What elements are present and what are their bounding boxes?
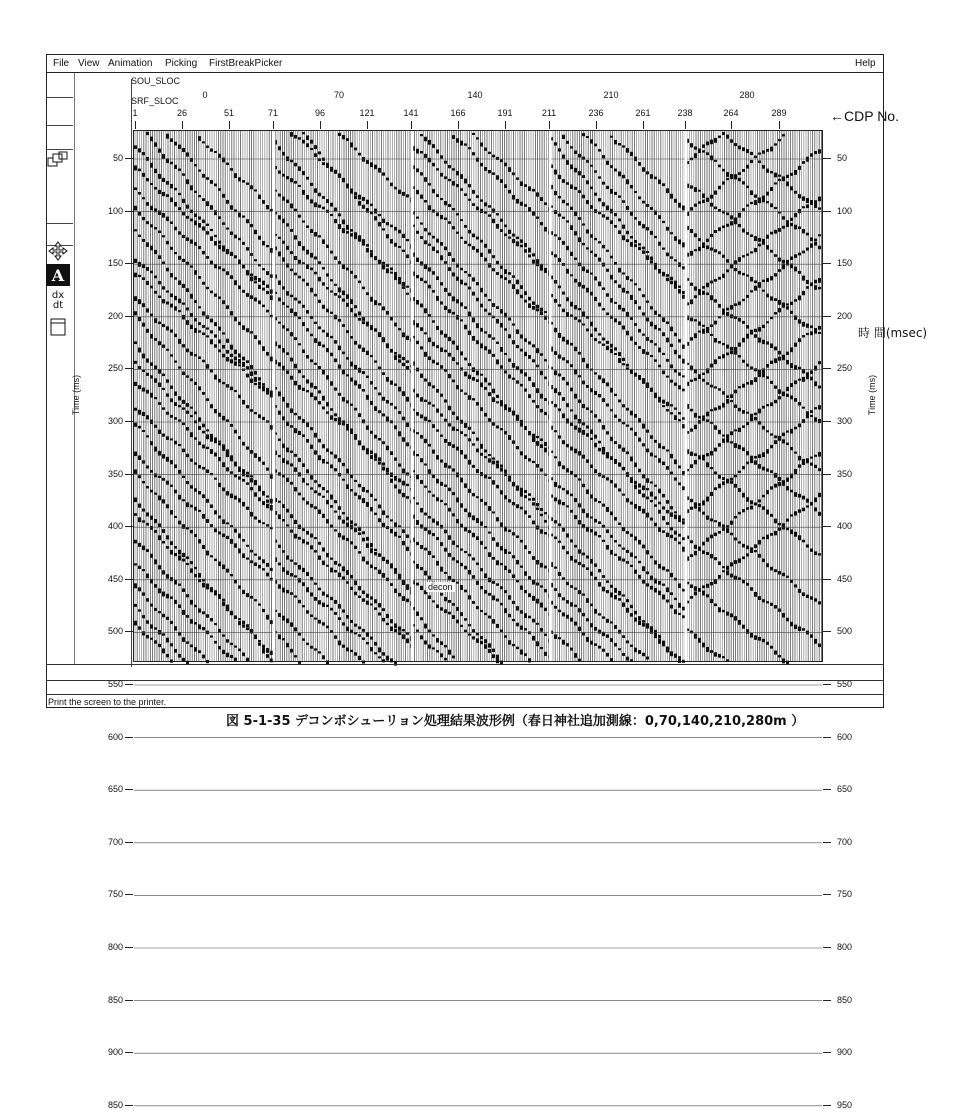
time-tick-mark [823,316,831,317]
sou-sloc-label: SOU_SLOC [131,76,181,86]
srf-tick-mark [779,121,780,129]
time-tick-label: 500 [837,626,853,637]
time-tick-mark [125,737,133,738]
time-tick-label: 650 [107,784,123,795]
time-tick-label: 700 [107,836,123,847]
srf-tick-label: 121 [359,108,375,118]
time-tick-mark [125,421,133,422]
srf-tick-label: 166 [450,108,466,118]
time-tick-mark [125,316,133,317]
menu-picking[interactable]: Picking [165,58,198,69]
time-tick-label: 50 [112,153,123,163]
divider [46,680,884,681]
time-tick-label: 550 [107,679,123,689]
time-tick-label: 900 [107,1047,123,1058]
srf-tick-label: 96 [314,108,326,118]
time-axis-title-left: Time (ms) [71,374,82,416]
srf-tick-label: 211 [541,108,557,118]
dx-text: dx [51,290,65,301]
srf-tick-mark [549,121,550,129]
time-tick-label: 600 [837,731,853,742]
time-tick-mark [125,1105,133,1106]
srf-tick-mark [135,121,136,129]
srf-tick-label: 264 [723,108,739,118]
srf-tick-mark [458,121,459,129]
time-tick-mark [125,474,133,475]
time-tick-mark [823,737,831,738]
time-tick-mark [125,526,133,527]
time-tick-label: 250 [107,363,123,374]
time-tick-mark [823,842,831,843]
time-tick-mark [125,842,133,843]
time-tick-label: 650 [837,784,853,795]
srf-tick-label: 51 [223,108,235,118]
time-tick-label: 100 [837,205,853,216]
time-tick-mark [823,263,831,264]
time-tick-label: 850 [837,994,853,1005]
time-annotation: 時 間(msec) [858,326,928,340]
srf-tick-mark [731,121,732,129]
move-icon[interactable] [46,240,70,262]
decon-label: decon [428,582,453,592]
srf-tick-label: 261 [635,108,651,118]
srf-tick-label: 71 [267,108,279,118]
time-tick-label: 750 [837,889,853,900]
time-tick-mark [823,474,831,475]
time-tick-label: 300 [107,416,123,426]
cdp-number-annotation: ←CDP No. [830,108,899,124]
time-tick-mark [125,211,133,212]
annotate-icon[interactable]: A [46,264,70,286]
menu-firstbreakpicker[interactable]: FirstBreakPicker [209,58,283,69]
time-tick-mark [125,158,133,159]
time-tick-label: 900 [837,1047,853,1058]
time-tick-label: 400 [107,521,123,532]
srf-tick-label: 26 [176,108,188,118]
time-axis-title-right: Time (ms) [867,374,878,416]
status-bar: Print the screen to the printer. [48,697,167,707]
time-tick-label: 800 [837,942,853,952]
srf-tick-label: 236 [588,108,604,118]
menu-help[interactable]: Help [855,58,876,69]
time-tick-mark [823,894,831,895]
time-tick-label: 850 [107,994,123,1005]
srf-tick-mark [505,121,506,129]
sou-tick-label: 70 [333,90,345,100]
time-tick-mark [125,579,133,580]
srf-tick-label: 238 [677,108,693,118]
sou-tick-label: 210 [603,90,619,100]
time-tick-label: 600 [107,731,123,742]
sou-tick-label: 280 [739,90,755,100]
srf-tick-mark [596,121,597,129]
srf-sloc-label: SRF_SLOC [131,96,179,106]
time-tick-label: 250 [837,363,853,374]
srf-tick-row [133,108,823,130]
time-tick-label: 550 [837,679,853,689]
time-tick-label: 350 [837,468,853,479]
menu-bar [47,55,883,73]
time-tick-label: 800 [107,942,123,952]
time-tick-label: 200 [837,310,853,321]
time-tick-mark [823,579,831,580]
time-tick-mark [823,631,831,632]
divider [46,664,884,665]
time-tick-label: 100 [107,205,123,216]
srf-tick-mark [643,121,644,129]
sou-tick-row [133,90,823,102]
time-tick-mark [823,1105,831,1106]
time-tick-mark [125,263,133,264]
time-tick-label: 500 [107,626,123,637]
srf-tick-label: 289 [771,108,787,118]
time-tick-mark [125,789,133,790]
time-tick-label: 300 [837,416,853,426]
time-tick-label: 450 [107,573,123,584]
time-tick-mark [125,1052,133,1053]
time-tick-mark [823,1000,831,1001]
time-tick-label: 150 [107,258,123,269]
time-tick-mark [823,526,831,527]
figure-caption: 図 5-1-35 デコンボシューリョン処理結果波形例（春日神社追加測線：0,70,140,210,280m ） [226,714,805,729]
time-tick-mark [823,947,831,948]
time-tick-mark [823,1052,831,1053]
time-tick-label: 200 [107,310,123,321]
time-tick-mark [125,684,133,685]
time-tick-mark [823,368,831,369]
menu-view[interactable]: View [78,58,100,69]
menu-file[interactable]: File [53,58,70,69]
seismic-traces [134,131,822,661]
sou-tick-label: 140 [467,90,483,100]
sou-tick-label: 0 [202,90,208,100]
time-tick-mark [125,947,133,948]
time-tick-label: 50 [837,153,848,163]
time-tick-label: 400 [837,521,853,532]
seismic-section[interactable] [133,130,823,662]
time-tick-label: 450 [837,573,853,584]
time-tick-label: 700 [837,836,853,847]
srf-tick-label: 141 [403,108,419,118]
time-tick-mark [125,894,133,895]
time-tick-label: 950 [837,1099,853,1110]
srf-tick-mark [411,121,412,129]
time-tick-mark [823,684,831,685]
srf-tick-mark [229,121,230,129]
derivative-icon[interactable] [46,290,70,312]
time-tick-mark [823,158,831,159]
time-tick-label: 750 [107,889,123,900]
time-tick-mark [823,421,831,422]
time-tick-mark [125,368,133,369]
srf-tick-label: 1 [132,108,138,118]
divider [46,694,884,695]
menu-animation[interactable]: Animation [108,58,153,69]
time-tick-mark [823,211,831,212]
srf-tick-mark [685,121,686,129]
srf-tick-mark [320,121,321,129]
time-tick-mark [823,789,831,790]
time-axis-left [90,130,133,1110]
time-tick-label: 350 [107,468,123,479]
time-axis-right [823,130,863,1110]
srf-tick-mark [182,121,183,129]
zoom-window-icon[interactable] [46,150,70,172]
dt-text: dt [52,300,64,311]
srf-tick-mark [273,121,274,129]
time-tick-label: 850 [107,1099,123,1110]
stack-icon[interactable] [46,316,70,338]
srf-tick-mark [367,121,368,129]
time-tick-mark [125,1000,133,1001]
time-tick-mark [125,631,133,632]
srf-tick-label: 191 [497,108,513,118]
time-tick-label: 150 [837,258,853,269]
